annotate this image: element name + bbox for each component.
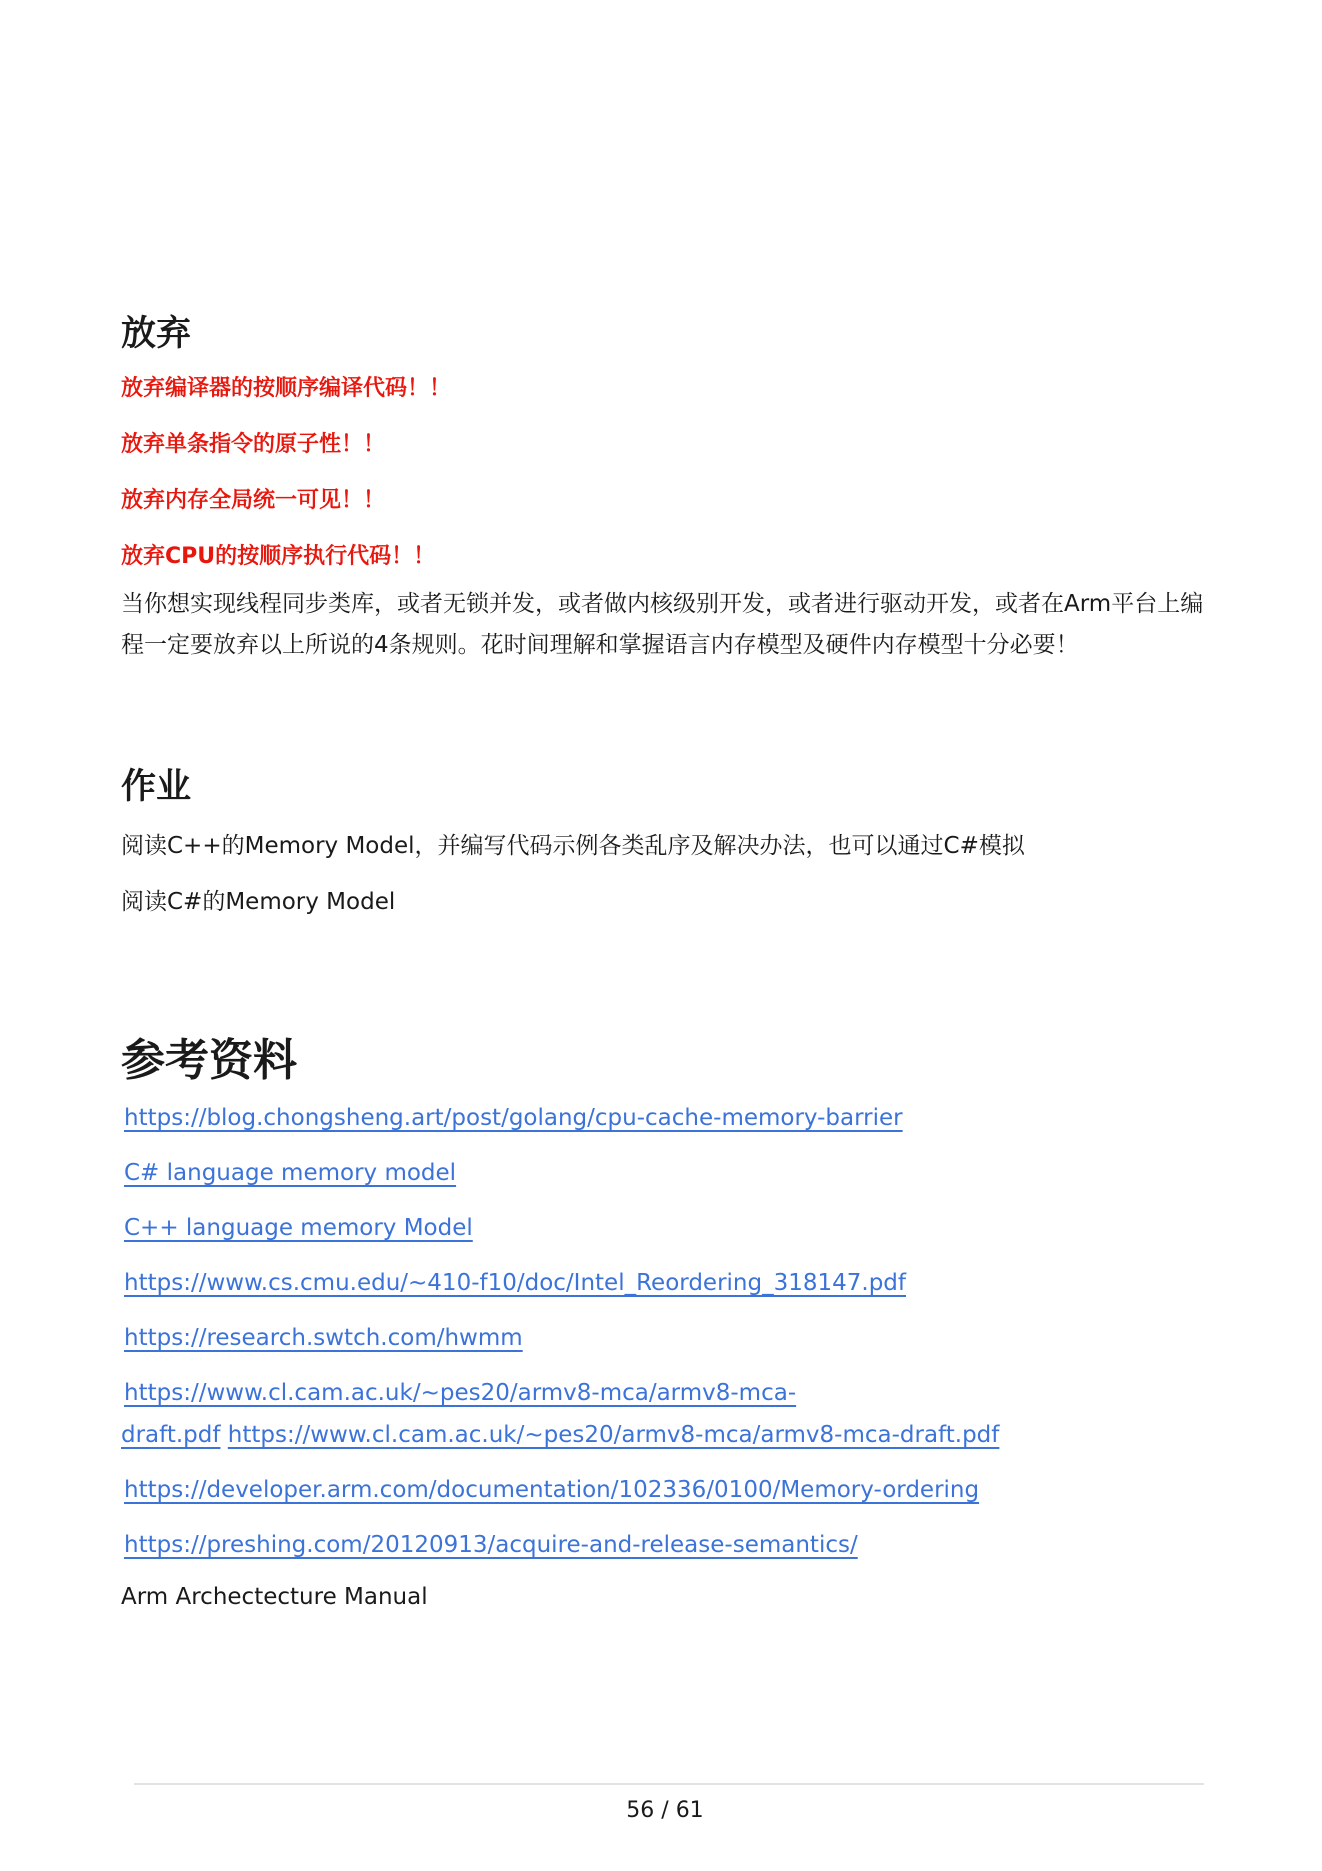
- ref-link-preshing[interactable]: https://preshing.com/20120913/acquire-and-release-semantics/: [124, 1532, 858, 1558]
- ref-line: [121, 1103, 1201, 1133]
- rule-3: 放弃内存全局统一可见！！: [121, 488, 386, 513]
- ref-link-armv8-mca-full[interactable]: https://www.cl.cam.ac.uk/~pes20/armv8-mca/armv8-mca-draft.pdf: [227, 1422, 1000, 1448]
- ref-line: [121, 1213, 1201, 1243]
- footer-divider: [134, 1783, 1204, 1785]
- rule-4: 放弃CPU的按顺序执行代码！！: [121, 544, 436, 569]
- page-content: [121, 310, 1204, 1612]
- ref-line: [121, 1158, 1201, 1188]
- ref-line: [121, 1378, 1201, 1408]
- ref-arm-manual: Arm Archectecture Manual: [121, 1584, 428, 1610]
- page-number: 56 / 61: [626, 1798, 704, 1823]
- ref-link-csharp-memory-model[interactable]: C# language memory model: [124, 1160, 457, 1186]
- ref-link-intel-reordering[interactable]: https://www.cs.cmu.edu/~410-f10/doc/Intel_Reordering_318147.pdf: [124, 1270, 906, 1296]
- ref-link-swtch-hwmm[interactable]: https://research.swtch.com/hwmm: [124, 1325, 523, 1351]
- rule-2: 放弃单条指令的原子性！！: [121, 432, 386, 457]
- ref-link-cpp-memory-model[interactable]: C++ language memory Model: [124, 1215, 473, 1241]
- ref-line: [121, 1420, 1201, 1450]
- heading-abandon: 放弃: [121, 314, 192, 354]
- heading-homework: 作业: [121, 767, 192, 807]
- ref-line: [121, 1475, 1201, 1505]
- heading-references: 参考资料: [121, 1035, 297, 1086]
- ref-link-chongsheng[interactable]: https://blog.chongsheng.art/post/golang/cpu-cache-memory-barrier: [124, 1105, 903, 1131]
- ref-line: [121, 1268, 1201, 1298]
- ref-link-armv8-mca-part2[interactable]: draft.pdf: [121, 1422, 221, 1448]
- rule-1: 放弃编译器的按顺序编译代码！！: [121, 376, 452, 401]
- ref-line: [121, 1530, 1201, 1560]
- homework-item-2: 阅读C#的Memory Model: [121, 889, 396, 915]
- abandon-paragraph: 当你想实现线程同步类库，或者无锁并发，或者做内核级别开发，或者进行驱动开发，或者在Arm平台上编程一定要放弃以上所说的4条规则。花时间理解和掌握语言内存模型及硬件内存模型十分必要！: [121, 591, 1204, 658]
- ref-line: [121, 1323, 1201, 1353]
- homework-item-1: 阅读C++的Memory Model，并编写代码示例各类乱序及解决办法，也可以通过C#模拟: [121, 833, 1025, 859]
- ref-link-armv8-mca-part1[interactable]: https://www.cl.cam.ac.uk/~pes20/armv8-mca/armv8-mca-: [124, 1380, 797, 1406]
- ref-link-arm-memory-ordering[interactable]: https://developer.arm.com/documentation/102336/0100/Memory-ordering: [124, 1477, 980, 1503]
